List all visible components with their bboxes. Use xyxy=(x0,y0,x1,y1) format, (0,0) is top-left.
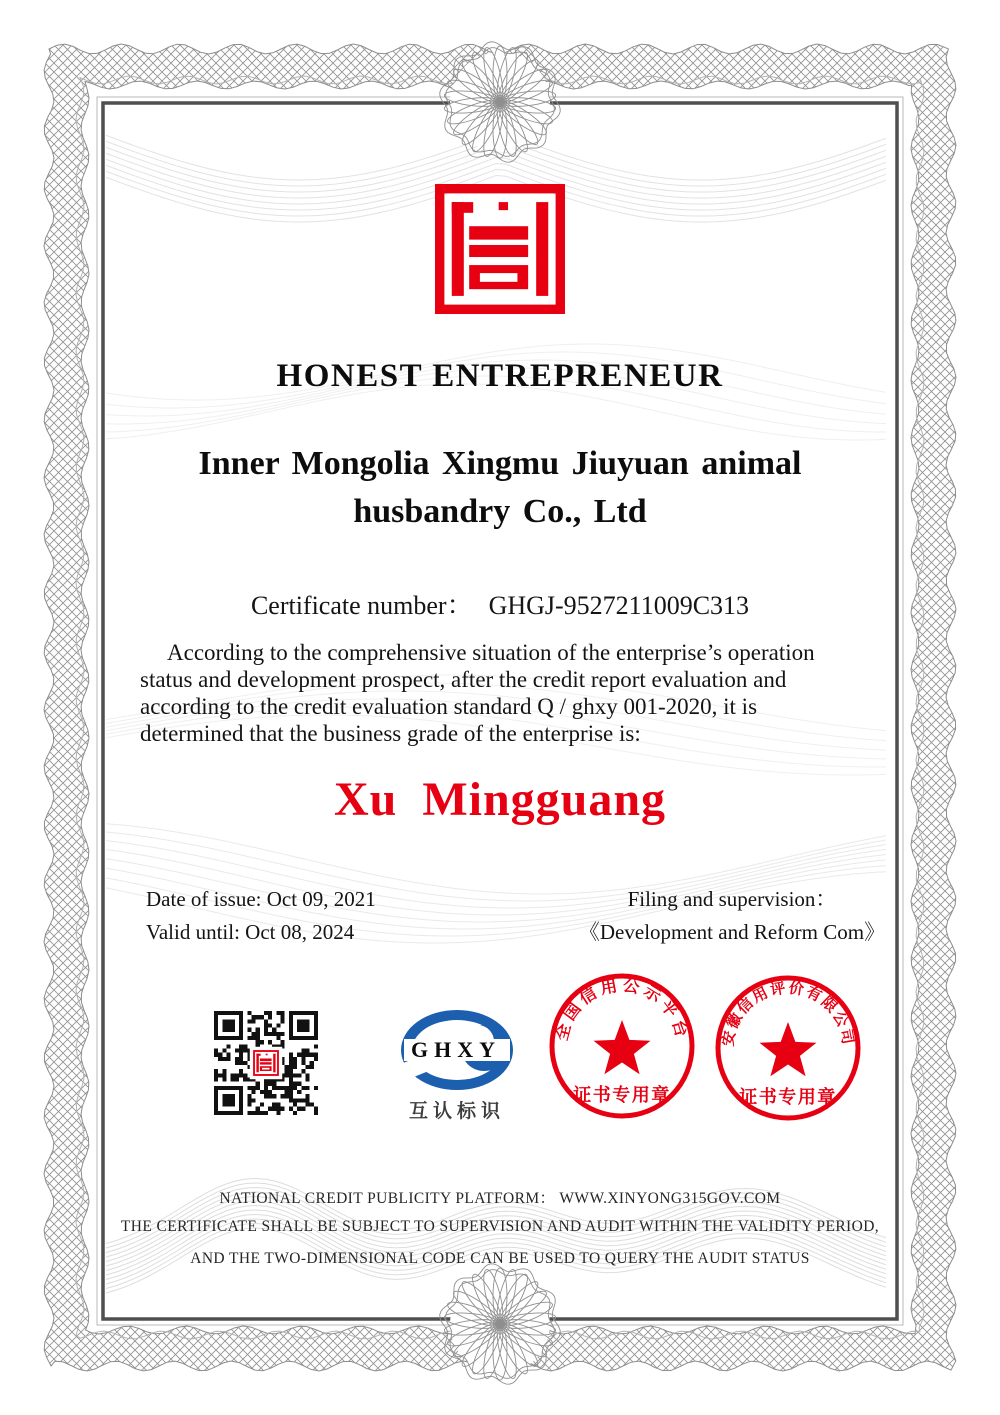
date-of-issue: Date of issue: Oct 09, 2021 xyxy=(146,887,376,911)
stamp-bottom-text: 证书专用章 xyxy=(739,1087,837,1107)
valid-until: Valid until: Oct 08, 2024 xyxy=(146,919,355,944)
certificate-number-row xyxy=(0,585,1000,622)
body-paragraph: According to the comprehensive situation of the enterprise’s operation status and development prospect, after the credit report evaluation and according to the credit evaluation standard Q / ghxy 001-2020, it is determined that the business grade of the enterprise is: xyxy=(140,640,815,747)
certificate-number-label: Certificate number： xyxy=(250,591,473,620)
footer-line: THE CERTIFICATE SHALL BE SUBJECT TO SUPERVISION AND AUDIT WITHIN THE VALIDITY PERIOD, xyxy=(120,1218,880,1235)
xin-seal-logo-icon xyxy=(433,182,567,316)
filing-block xyxy=(558,883,906,948)
star-icon xyxy=(594,1020,651,1074)
ghxy-logo-icon xyxy=(397,1006,517,1094)
stamp-bottom-text: 证书专用章 xyxy=(573,1085,671,1105)
filing-value: 《Development and Reform Com》 xyxy=(578,919,886,944)
qr-center-seal-icon xyxy=(250,1047,282,1079)
stamp-arc-text: 全国信用公示平台 xyxy=(551,975,693,1043)
stamp-anhui-credit xyxy=(708,968,868,1128)
qr-code xyxy=(214,1011,318,1115)
footer-line: AND THE TWO-DIMENSIONAL CODE CAN BE USED TO QUERY THE AUDIT STATUS xyxy=(190,1250,810,1267)
star-icon xyxy=(760,1022,817,1076)
footer-notes xyxy=(0,1186,1000,1282)
stamp-arc-text: 安徽信用评价有限公司 xyxy=(720,980,856,1048)
dates-block xyxy=(146,883,376,948)
stamp-national-credit xyxy=(542,966,702,1126)
grade-name: Xu Mingguang xyxy=(333,773,667,826)
ghxy-caption: 互认标识 xyxy=(408,1101,505,1122)
certificate-title: HONEST ENTREPRENEUR xyxy=(276,358,724,394)
certificate-number-value: GHGJ-9527211009C313 xyxy=(488,591,750,620)
company-name: Inner Mongolia Xingmu Jiuyuan animal husbandry Co., Ltd xyxy=(198,445,802,530)
filing-label: Filing and supervision： xyxy=(627,887,837,911)
ghxy-logo-text: GHXY xyxy=(411,1037,501,1062)
footer-line: NATIONAL CREDIT PUBLICITY PLATFORM： WWW.XINYONG315GOV.COM xyxy=(219,1190,781,1207)
